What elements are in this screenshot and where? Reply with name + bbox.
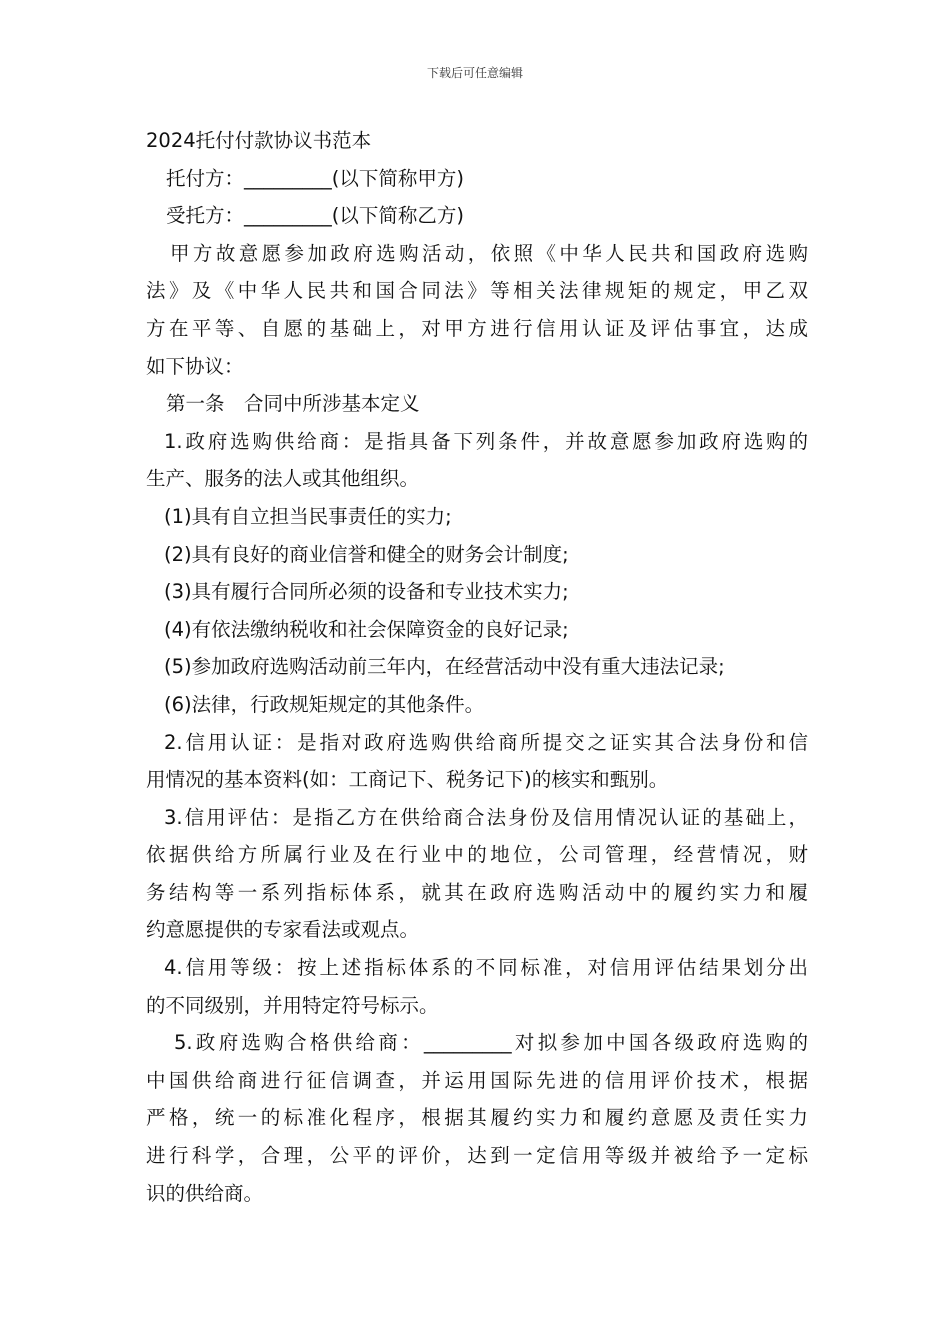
- condition-item: (6)法律，行政规矩规定的其他条件。: [164, 692, 485, 716]
- definition-1-line: 1.政府选购供给商：是指具备下列条件，并故意愿参加政府选购的: [164, 429, 808, 453]
- intro-line: 如下协议：: [146, 354, 244, 378]
- definition-3-line: 依据供给方所属行业及在行业中的地位，公司管理，经营情况，财: [146, 843, 808, 867]
- definition-4-line: 4.信用等级：按上述指标体系的不同标准，对信用评估结果划分出: [164, 956, 808, 980]
- definition-5-line: 5.政府选购合格供给商：_________对拟参加中国各级政府选购的: [174, 1031, 808, 1055]
- party-b-line: 受托方：_________(以下简称乙方): [166, 204, 464, 228]
- article-1-heading: 第一条 合同中所涉基本定义: [166, 392, 420, 416]
- definition-5-line: 识的供给商。: [146, 1181, 264, 1205]
- document-body: [146, 122, 808, 1212]
- definition-3-line: 约意愿提供的专家看法或观点。: [146, 918, 420, 942]
- condition-item: (3)具有履行合同所必须的设备和专业技术实力;: [164, 580, 569, 604]
- intro-line: 甲方故意愿参加政府选购活动，依照《中华人民共和国政府选购: [170, 241, 808, 265]
- definition-3-line: 3.信用评估：是指乙方在供给商合法身份及信用情况认证的基础上，: [164, 805, 808, 829]
- condition-item: (5)参加政府选购活动前三年内，在经营活动中没有重大违法记录;: [164, 655, 725, 679]
- condition-item: (2)具有良好的商业信誉和健全的财务会计制度;: [164, 542, 569, 566]
- party-a-line: 托付方：_________(以下简称甲方): [166, 166, 464, 190]
- definition-1-line: 生产、服务的法人或其他组织。: [146, 467, 420, 491]
- definition-4-line: 的不同级别，并用特定符号标示。: [146, 993, 439, 1017]
- intro-line: 方在平等、自愿的基础上，对甲方进行信用认证及评估事宜，达成: [146, 316, 808, 340]
- condition-item: (1)具有自立担当民事责任的实力;: [164, 504, 452, 528]
- page-header-note: 下载后可任意编辑: [426, 66, 523, 80]
- definition-2-line: 用情况的基本资料(如：工商记下、税务记下)的核实和甄别。: [146, 768, 669, 792]
- document-title: 2024托付付款协议书范本: [146, 129, 372, 152]
- intro-line: 法》及《中华人民共和国合同法》等相关法律规矩的规定，甲乙双: [146, 279, 808, 303]
- definition-5-line: 严格，统一的标准化程序，根据其履约实力和履约意愿及责任实力: [146, 1106, 808, 1130]
- definition-5-line: 中国供给商进行征信调查，并运用国际先进的信用评价技术，根据: [146, 1068, 808, 1092]
- definition-3-line: 务结构等一系列指标体系，就其在政府选购活动中的履约实力和履: [146, 880, 808, 904]
- condition-item: (4)有依法缴纳税收和社会保障资金的良好记录;: [164, 617, 569, 641]
- definition-5-line: 进行科学，合理，公平的评价，达到一定信用等级并被给予一定标: [146, 1144, 808, 1168]
- definition-2-line: 2.信用认证：是指对政府选购供给商所提交之证实其合法身份和信: [164, 730, 808, 754]
